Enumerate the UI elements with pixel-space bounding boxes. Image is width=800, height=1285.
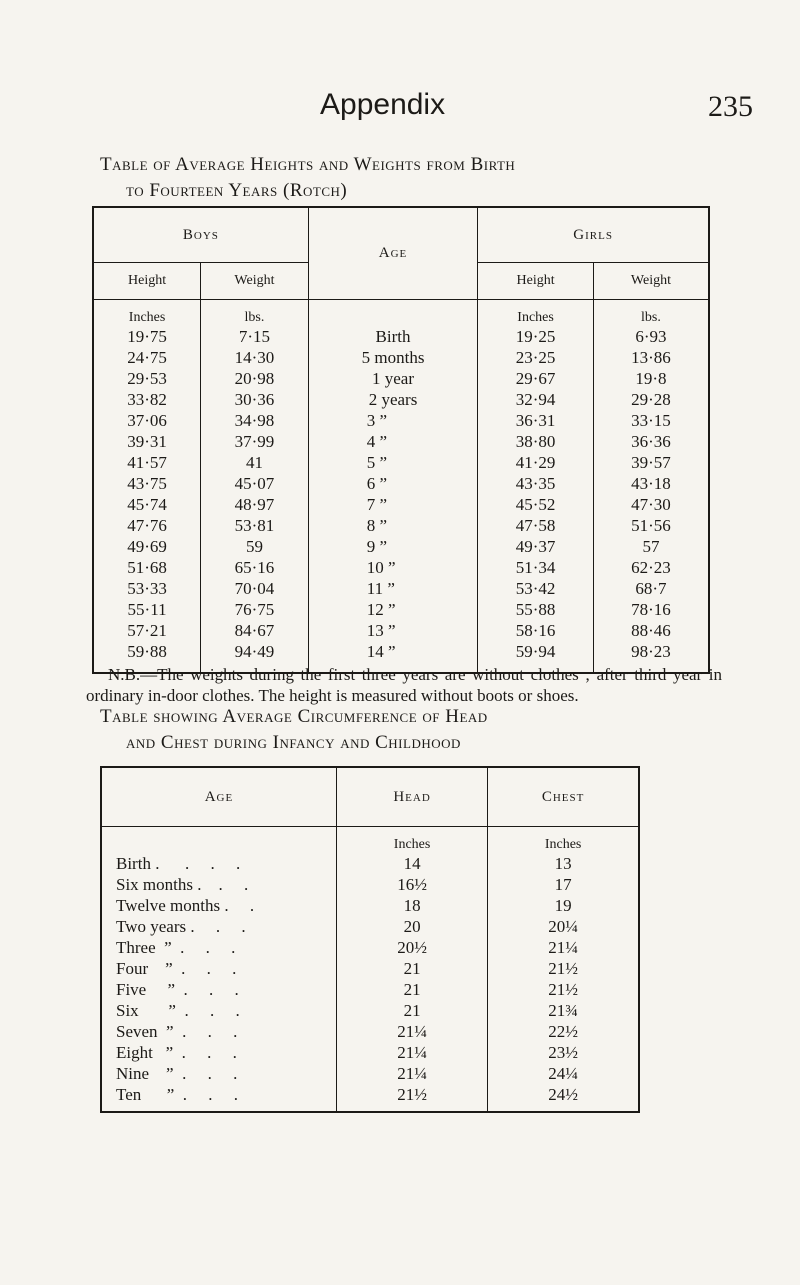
boys-height-header: Height <box>93 263 201 300</box>
table-row <box>101 1000 639 1021</box>
table-row <box>93 599 709 620</box>
unit-label: lbs. <box>593 300 709 327</box>
table-row <box>101 937 639 958</box>
cell-age: Birth <box>308 326 478 347</box>
cell-boy-h: 41·57 <box>93 452 201 473</box>
cell-chest: 24½ <box>488 1084 639 1112</box>
cell-age: 3 ” <box>308 410 478 431</box>
cell-age: Eight ” . . . <box>101 1042 336 1063</box>
cell-boy-w: 20·98 <box>201 368 309 389</box>
table-row <box>101 853 639 874</box>
cell-chest: 21½ <box>488 979 639 1000</box>
cell-age: 8 ” <box>308 515 478 536</box>
cell-girl-w: 47·30 <box>593 494 709 515</box>
cell-age: 10 ” <box>308 557 478 578</box>
cell-age: Five ” . . . <box>101 979 336 1000</box>
cell-chest: 13 <box>488 853 639 874</box>
cell-girl-w: 19·8 <box>593 368 709 389</box>
cell-girl-h: 58·16 <box>478 620 594 641</box>
boys-weight-header: Weight <box>201 263 309 300</box>
page-header <box>0 88 800 136</box>
cell-girl-w: 43·18 <box>593 473 709 494</box>
table1-caption <box>100 152 700 204</box>
cell-head: 21¼ <box>336 1042 487 1063</box>
cell-age: 5 months <box>308 347 478 368</box>
cell-chest: 21½ <box>488 958 639 979</box>
cell-boy-h: 53·33 <box>93 578 201 599</box>
table-row <box>93 389 709 410</box>
cell-boy-w: 53·81 <box>201 515 309 536</box>
cell-age: 9 ” <box>308 536 478 557</box>
cell-age: Four ” . . . <box>101 958 336 979</box>
cell-boy-w: 48·97 <box>201 494 309 515</box>
cell-head: 21¼ <box>336 1021 487 1042</box>
cell-age: Six ” . . . <box>101 1000 336 1021</box>
cell-age: Ten ” . . . <box>101 1084 336 1112</box>
girls-weight-header: Weight <box>593 263 709 300</box>
cell-age: 11 ” <box>308 578 478 599</box>
cell-girl-w: 33·15 <box>593 410 709 431</box>
cell-boy-w: 7·15 <box>201 326 309 347</box>
cell-boy-w: 76·75 <box>201 599 309 620</box>
table1-caption-line1: Table of Average Heights and Weights from Birth <box>100 154 516 175</box>
cell-boy-h: 43·75 <box>93 473 201 494</box>
cell-girl-h: 38·80 <box>478 431 594 452</box>
table-row <box>93 536 709 557</box>
cell-boy-w: 59 <box>201 536 309 557</box>
cell-age: 13 ” <box>308 620 478 641</box>
table-row <box>93 557 709 578</box>
cell-chest: 21¼ <box>488 937 639 958</box>
circumference-table <box>100 766 640 1113</box>
cell-boy-w: 37·99 <box>201 431 309 452</box>
cell-girl-h: 41·29 <box>478 452 594 473</box>
unit-label: lbs. <box>201 300 309 327</box>
cell-boy-w: 14·30 <box>201 347 309 368</box>
cell-age: 14 ” <box>308 641 478 673</box>
cell-age: 1 year <box>308 368 478 389</box>
table-row <box>93 452 709 473</box>
cell-age: 2 years <box>308 389 478 410</box>
cell-head: 21¼ <box>336 1063 487 1084</box>
table-row <box>101 1021 639 1042</box>
cell-girl-w: 68·7 <box>593 578 709 599</box>
cell-girl-h: 47·58 <box>478 515 594 536</box>
cell-girl-h: 29·67 <box>478 368 594 389</box>
table-row <box>93 431 709 452</box>
table-row <box>93 410 709 431</box>
cell-age: Seven ” . . . <box>101 1021 336 1042</box>
cell-girl-h: 43·35 <box>478 473 594 494</box>
cell-age: Six months . . . <box>101 874 336 895</box>
cell-head: 20 <box>336 916 487 937</box>
unit-label: Inches <box>336 827 487 854</box>
cell-age: Nine ” . . . <box>101 1063 336 1084</box>
cell-boy-h: 57·21 <box>93 620 201 641</box>
girls-header: Girls <box>478 207 709 263</box>
cell-chest: 19 <box>488 895 639 916</box>
cell-chest: 22½ <box>488 1021 639 1042</box>
table-row <box>93 326 709 347</box>
cell-chest: 23½ <box>488 1042 639 1063</box>
cell-girl-h: 55·88 <box>478 599 594 620</box>
unit-label: Inches <box>478 300 594 327</box>
cell-head: 18 <box>336 895 487 916</box>
cell-boy-h: 51·68 <box>93 557 201 578</box>
table-row <box>101 958 639 979</box>
table2-caption-line2: and Chest during Infancy and Childhood <box>126 732 461 753</box>
cell-boy-h: 49·69 <box>93 536 201 557</box>
cell-chest: 17 <box>488 874 639 895</box>
cell-girl-w: 62·23 <box>593 557 709 578</box>
cell-boy-w: 94·49 <box>201 641 309 673</box>
cell-girl-w: 88·46 <box>593 620 709 641</box>
table-row <box>101 874 639 895</box>
cell-head: 14 <box>336 853 487 874</box>
cell-boy-h: 39·31 <box>93 431 201 452</box>
cell-girl-h: 32·94 <box>478 389 594 410</box>
table-row <box>93 347 709 368</box>
cell-head: 16½ <box>336 874 487 895</box>
unit-label: Inches <box>488 827 639 854</box>
table2-caption <box>100 704 700 756</box>
cell-boy-h: 33·82 <box>93 389 201 410</box>
table-row <box>93 620 709 641</box>
cell-head: 21½ <box>336 1084 487 1112</box>
cell-boy-w: 45·07 <box>201 473 309 494</box>
cell-boy-h: 29·53 <box>93 368 201 389</box>
cell-age: Birth . . . . <box>101 853 336 874</box>
cell-age: 4 ” <box>308 431 478 452</box>
cell-boy-h: 19·75 <box>93 326 201 347</box>
table-row <box>101 979 639 1000</box>
chest-header: Chest <box>488 767 639 827</box>
footnote: N.B.—The weights during the first three years are without clothes ; after third year in ordinary in-door clothes. The height is measured without boots or shoes. <box>86 665 722 705</box>
girls-height-header: Height <box>478 263 594 300</box>
table-row <box>101 895 639 916</box>
cell-age: 5 ” <box>308 452 478 473</box>
cell-boy-h: 24·75 <box>93 347 201 368</box>
cell-age: Three ” . . . <box>101 937 336 958</box>
cell-girl-w: 57 <box>593 536 709 557</box>
table-row <box>93 368 709 389</box>
table-row <box>93 578 709 599</box>
cell-girl-h: 51·34 <box>478 557 594 578</box>
cell-girl-h: 36·31 <box>478 410 594 431</box>
table1-caption-line2: to Fourteen Years (Rotch) <box>126 180 348 201</box>
cell-boy-h: 59·88 <box>93 641 201 673</box>
cell-head: 21 <box>336 958 487 979</box>
cell-girl-h: 45·52 <box>478 494 594 515</box>
cell-boy-h: 45·74 <box>93 494 201 515</box>
cell-chest: 21¾ <box>488 1000 639 1021</box>
cell-head: 20½ <box>336 937 487 958</box>
cell-girl-w: 39·57 <box>593 452 709 473</box>
boys-header: Boys <box>93 207 308 263</box>
cell-girl-w: 98·23 <box>593 641 709 673</box>
cell-girl-h: 19·25 <box>478 326 594 347</box>
cell-age: 12 ” <box>308 599 478 620</box>
cell-head: 21 <box>336 1000 487 1021</box>
cell-chest: 20¼ <box>488 916 639 937</box>
page-title: Appendix <box>320 88 446 121</box>
cell-girl-h: 49·37 <box>478 536 594 557</box>
table-row <box>101 1084 639 1112</box>
cell-boy-w: 41 <box>201 452 309 473</box>
cell-chest: 24¼ <box>488 1063 639 1084</box>
cell-age: Two years . . . <box>101 916 336 937</box>
table-row <box>101 1042 639 1063</box>
cell-age: 6 ” <box>308 473 478 494</box>
cell-boy-w: 65·16 <box>201 557 309 578</box>
heights-weights-table <box>92 206 710 674</box>
cell-boy-w: 70·04 <box>201 578 309 599</box>
cell-girl-w: 36·36 <box>593 431 709 452</box>
cell-girl-w: 6·93 <box>593 326 709 347</box>
unit-label: Inches <box>93 300 201 327</box>
age-header: Age <box>308 207 478 300</box>
cell-girl-w: 51·56 <box>593 515 709 536</box>
cell-girl-h: 53·42 <box>478 578 594 599</box>
cell-girl-w: 13·86 <box>593 347 709 368</box>
table-row <box>93 494 709 515</box>
cell-boy-w: 34·98 <box>201 410 309 431</box>
cell-girl-w: 78·16 <box>593 599 709 620</box>
table-row <box>93 473 709 494</box>
cell-age: Twelve months . . <box>101 895 336 916</box>
cell-boy-h: 47·76 <box>93 515 201 536</box>
head-header: Head <box>336 767 487 827</box>
cell-boy-h: 37·06 <box>93 410 201 431</box>
cell-boy-w: 30·36 <box>201 389 309 410</box>
page-number: 235 <box>708 90 753 123</box>
cell-boy-w: 84·67 <box>201 620 309 641</box>
cell-head: 21 <box>336 979 487 1000</box>
table2-caption-line1: Table showing Average Circumference of Head <box>100 706 488 727</box>
table-row <box>101 1063 639 1084</box>
table-row <box>101 916 639 937</box>
cell-girl-h: 23·25 <box>478 347 594 368</box>
cell-age: 7 ” <box>308 494 478 515</box>
age-header: Age <box>101 767 336 827</box>
table-row <box>93 515 709 536</box>
cell-girl-h: 59·94 <box>478 641 594 673</box>
cell-girl-w: 29·28 <box>593 389 709 410</box>
cell-boy-h: 55·11 <box>93 599 201 620</box>
